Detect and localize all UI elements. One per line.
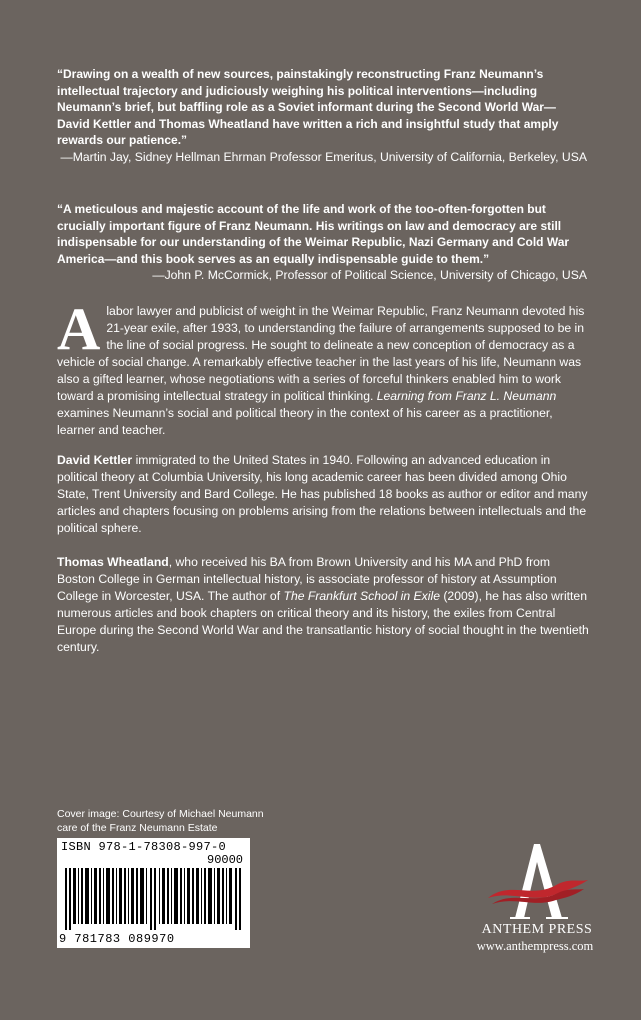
- description-text-end: examines Neumann’s social and political theory in the context of his career as a practitioner, learner and teacher.: [57, 406, 553, 437]
- publisher-name: ANTHEM PRESS: [481, 922, 593, 937]
- cover-credit-line-1: Cover image: Courtesy of Michael Neumann: [57, 808, 264, 820]
- book-title: Learning from Franz L. Neumann: [376, 389, 557, 403]
- endorsement-quote-1: [57, 66, 587, 166]
- author-bio-wheatland: [57, 554, 589, 656]
- logo-swoosh-icon: [488, 880, 588, 898]
- description-text-start: labor lawyer and publicist of weight in the Weimar Republic, Franz Neumann devoted his 21-year exile, after 1933, to understanding the failure of arrangements supposed to be in the line of social progress. He sought to delineate a new conception of democracy as a vehicle of social change. A remarkably effective teacher in the last years of his life, Neumann was also a gifted learner, whose negotiations with a series of forceful thinkers enabled him to work toward a promising intellectual strategy in political thinking.: [57, 304, 585, 403]
- anthem-press-logo: [470, 838, 600, 922]
- cover-credit: [57, 807, 307, 835]
- author-book-title: The Frankfurt School in Exile: [283, 589, 440, 603]
- author-bio-text: , who received his BA from Brown University and his MA and PhD from Boston College in German intellectual history, is associate professor of history at Assumption College in Worcester, USA. The author of: [57, 555, 557, 603]
- endorsement-quote-2: [57, 201, 587, 284]
- price-code: 90000: [207, 853, 244, 867]
- author-name: David Kettler: [57, 453, 133, 467]
- author-name: Thomas Wheatland: [57, 555, 169, 569]
- publisher-url[interactable]: www.anthempress.com: [476, 939, 594, 953]
- quote-attribution: —John P. McCormick, Professor of Political Science, University of Chicago, USA: [152, 268, 587, 283]
- book-description: [57, 296, 589, 439]
- isbn-barcode: [57, 838, 250, 948]
- logo-letter-a-icon: [515, 844, 562, 918]
- ean-digits: 9 781783 089970: [59, 932, 175, 946]
- author-bio-kettler: [57, 452, 589, 537]
- quote-text: “Drawing on a wealth of new sources, painstakingly reconstructing Franz Neumann’s intellectual trajectory and judiciously weighing his political interventions—including Neumann’s brief, but baffling role as a Soviet informant during the Second World War—David Kettler and Thomas Wheatland have written a rich and insightful study that amply rewards our patience.”: [57, 67, 559, 148]
- drop-cap: A: [57, 296, 101, 362]
- quote-text: “A meticulous and majestic account of the life and work of the too-often-forgotten but crucially important figure of Franz Neumann. His writings on law and democracy are still indispensable for our understanding of the Weimar Republic, Nazi Germany and Cold War America—and this book serves as an equally indispensable guide to them.”: [57, 202, 570, 266]
- author-bio-text-end: (2009), he has also written numerous articles and book chapters on critical theory and its history, the exiles from Central Europe during the Second World War and the transatlantic history of social thought in the twentieth century.: [57, 589, 589, 654]
- quote-attribution: —Martin Jay, Sidney Hellman Ehrman Professor Emeritus, University of California, Berkeley, USA: [60, 149, 587, 164]
- isbn-label: ISBN 978-1-78308-997-0: [61, 840, 227, 854]
- cover-credit-line-2: care of the Franz Neumann Estate: [57, 822, 218, 834]
- author-bio-text: immigrated to the United States in 1940. Following an advanced education in political theory at Columbia University, his long academic career has been divided among Ohio State, Trent University and Bard College. He has published 18 books as author or editor and many articles and chapters focusing on problems arising from the relations between intellectuals and the political sphere.: [57, 453, 588, 535]
- barcode-bars: [63, 868, 247, 930]
